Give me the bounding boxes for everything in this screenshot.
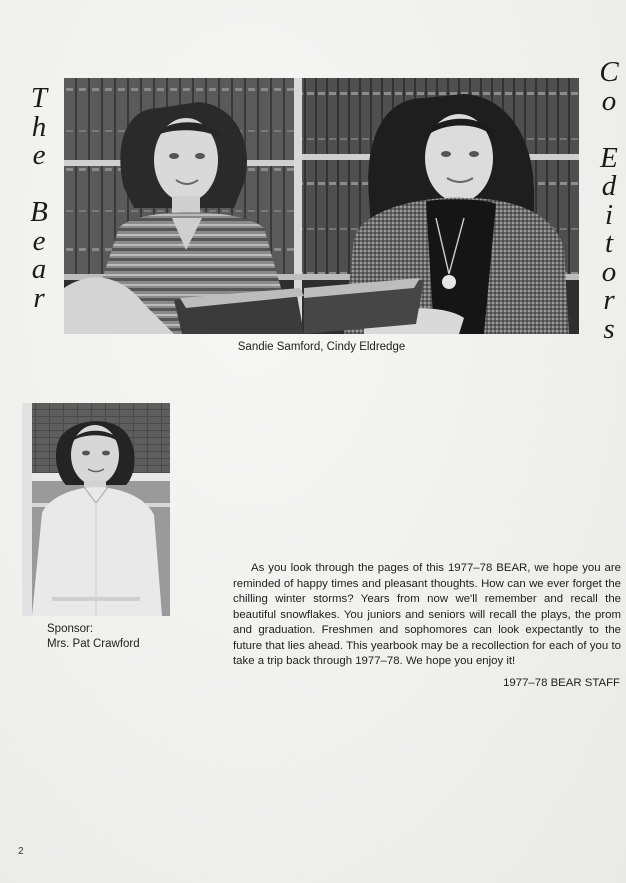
title-letter: r: [603, 284, 615, 316]
co-editors-caption: Sandie Samford, Cindy Eldredge: [237, 341, 406, 353]
sponsor-photo: [22, 403, 170, 616]
co-editors-photo-illustration: [64, 78, 579, 334]
staff-signature: 1977–78 BEAR STAFF: [503, 677, 620, 689]
title-letter: e: [32, 224, 46, 257]
title-letter: C: [599, 56, 619, 88]
vertical-title-the-bear: [27, 84, 51, 312]
title-letter: o: [601, 255, 617, 288]
sponsor-label: Sponsor:: [47, 623, 94, 635]
title-letter: B: [30, 196, 48, 228]
vertical-title-co-editors: [596, 58, 622, 343]
title-letter: t: [604, 227, 614, 259]
title-letter: e: [32, 139, 46, 171]
title-letter: s: [603, 312, 615, 345]
title-letter: d: [601, 170, 617, 202]
title-letter: T: [30, 82, 48, 114]
title-letter: a: [31, 253, 47, 285]
title-letter: h: [31, 110, 47, 143]
title-letter: i: [604, 198, 614, 231]
title-letter: E: [600, 141, 618, 174]
sponsor-name: Mrs. Pat Crawford: [47, 638, 140, 650]
page-number: 2: [18, 846, 24, 857]
co-editors-photo: [64, 78, 579, 334]
intro-paragraph: As you look through the pages of this 1977–78 BEAR, we hope you are reminded of happy times and pleasant thoughts. How can we ever forget the chilling winter storms? Years from now we'll remember and recall the beautiful snowflakes. You juniors and seniors will recall the plays, the prom and graduation. Freshmen and sophomores can look expectantly to the future that lies ahead. This yearbook may be a recollection for each of you to take a trip back through 1977–78. We hope you enjoy it!: [233, 562, 621, 667]
sponsor-photo-illustration: [22, 403, 170, 616]
title-letter: o: [601, 84, 617, 117]
title-letter: r: [33, 281, 45, 314]
